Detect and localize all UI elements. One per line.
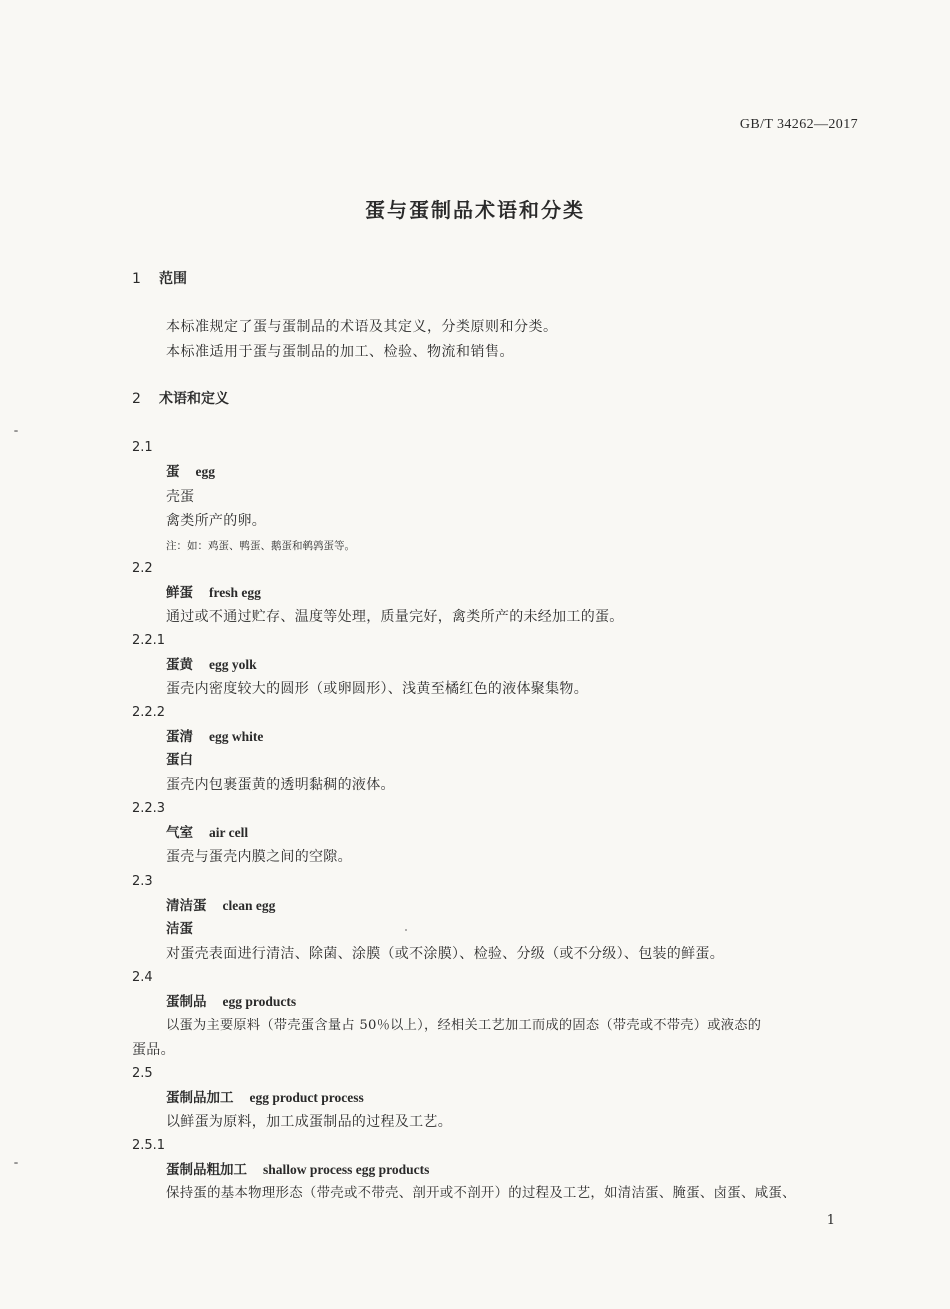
term-heading	[166, 586, 261, 601]
term-cn: 蛋制品	[166, 994, 207, 1010]
term-cn: 蛋黄	[166, 657, 193, 673]
term-en: egg	[195, 464, 215, 479]
term-en: air cell	[209, 825, 249, 840]
term-heading	[166, 826, 248, 841]
term-heading	[166, 730, 263, 745]
scan-speck	[14, 1162, 18, 1164]
scan-speck	[405, 929, 407, 931]
term-number: 2.5.1	[132, 1138, 166, 1153]
section-1-number: 1	[132, 271, 141, 287]
term-definition: 蛋壳与蛋壳内膜之间的空隙。	[166, 849, 352, 865]
term-en: egg yolk	[209, 657, 257, 672]
term-definition-line-2: 蛋品。	[132, 1042, 175, 1058]
term-number: 2.1	[132, 440, 153, 455]
term-en: egg products	[222, 994, 297, 1009]
scope-paragraph-2: 本标准适用于蛋与蛋制品的加工、检验、物流和销售。	[166, 344, 514, 360]
page-number: 1	[826, 1213, 835, 1228]
term-cn: 蛋制品加工	[166, 1090, 234, 1106]
term-heading	[166, 1163, 429, 1178]
term-number: 2.5	[132, 1066, 153, 1081]
term-heading	[166, 465, 215, 480]
term-en: egg white	[209, 729, 264, 744]
term-cn: 蛋清	[166, 729, 193, 745]
scan-speck	[14, 430, 18, 432]
term-number: 2.2.3	[132, 801, 166, 816]
document-title: 蛋与蛋制品术语和分类	[365, 198, 585, 222]
term-definition: 蛋壳内包裹蛋黄的透明黏稠的液体。	[166, 777, 395, 793]
section-1-heading: 范围	[159, 271, 187, 287]
term-definition: 对蛋壳表面进行清洁、除菌、涂膜（或不涂膜）、检验、分级（或不分级）、包装的鲜蛋。	[166, 946, 724, 962]
term-en: fresh egg	[209, 585, 261, 600]
standard-code: GB/T 34262—2017	[739, 117, 858, 132]
term-definition: 以鲜蛋为原料，加工成蛋制品的过程及工艺。	[166, 1114, 452, 1130]
term-heading	[166, 1091, 364, 1106]
term-cn: 蛋	[166, 464, 180, 480]
term-definition: 通过或不通过贮存、温度等处理，质量完好，禽类所产的未经加工的蛋。	[166, 609, 624, 625]
term-heading	[166, 995, 296, 1010]
term-synonym: 蛋白	[166, 752, 193, 768]
term-number: 2.2.2	[132, 705, 166, 720]
term-number: 2.4	[132, 970, 153, 985]
term-cn: 蛋制品粗加工	[166, 1162, 247, 1178]
term-synonym: 洁蛋	[166, 921, 193, 937]
term-en: clean egg	[222, 898, 276, 913]
term-number: 2.3	[132, 874, 153, 889]
term-number: 2.2.1	[132, 633, 166, 648]
term-cn: 清洁蛋	[166, 898, 207, 914]
term-cn: 鲜蛋	[166, 585, 193, 601]
section-2-number: 2	[132, 391, 141, 407]
scope-paragraph-1: 本标准规定了蛋与蛋制品的术语及其定义，分类原则和分类。	[166, 319, 558, 335]
term-definition-line-1: 以蛋为主要原料（带壳蛋含量占 50％以上），经相关工艺加工而成的固态（带壳或不带壳）或液态的	[166, 1018, 762, 1033]
term-en: egg product process	[249, 1090, 364, 1105]
section-2-heading: 术语和定义	[159, 391, 229, 407]
term-definition: 保持蛋的基本物理形态（带壳或不带壳、剖开或不剖开）的过程及工艺，如清洁蛋、腌蛋、卤蛋、咸蛋、	[166, 1186, 796, 1201]
term-number: 2.2	[132, 561, 153, 576]
term-definition: 禽类所产的卵。	[166, 513, 267, 529]
term-synonym: 壳蛋	[166, 489, 194, 505]
term-en: shallow process egg products	[263, 1162, 430, 1177]
term-note: 注：如：鸡蛋、鸭蛋、鹅蛋和鹌鹑蛋等。	[166, 540, 355, 552]
term-heading	[166, 899, 275, 914]
term-cn: 气室	[166, 825, 193, 841]
term-definition: 蛋壳内密度较大的圆形（或卵圆形）、浅黄至橘红色的液体聚集物。	[166, 681, 588, 697]
term-heading	[166, 658, 257, 673]
